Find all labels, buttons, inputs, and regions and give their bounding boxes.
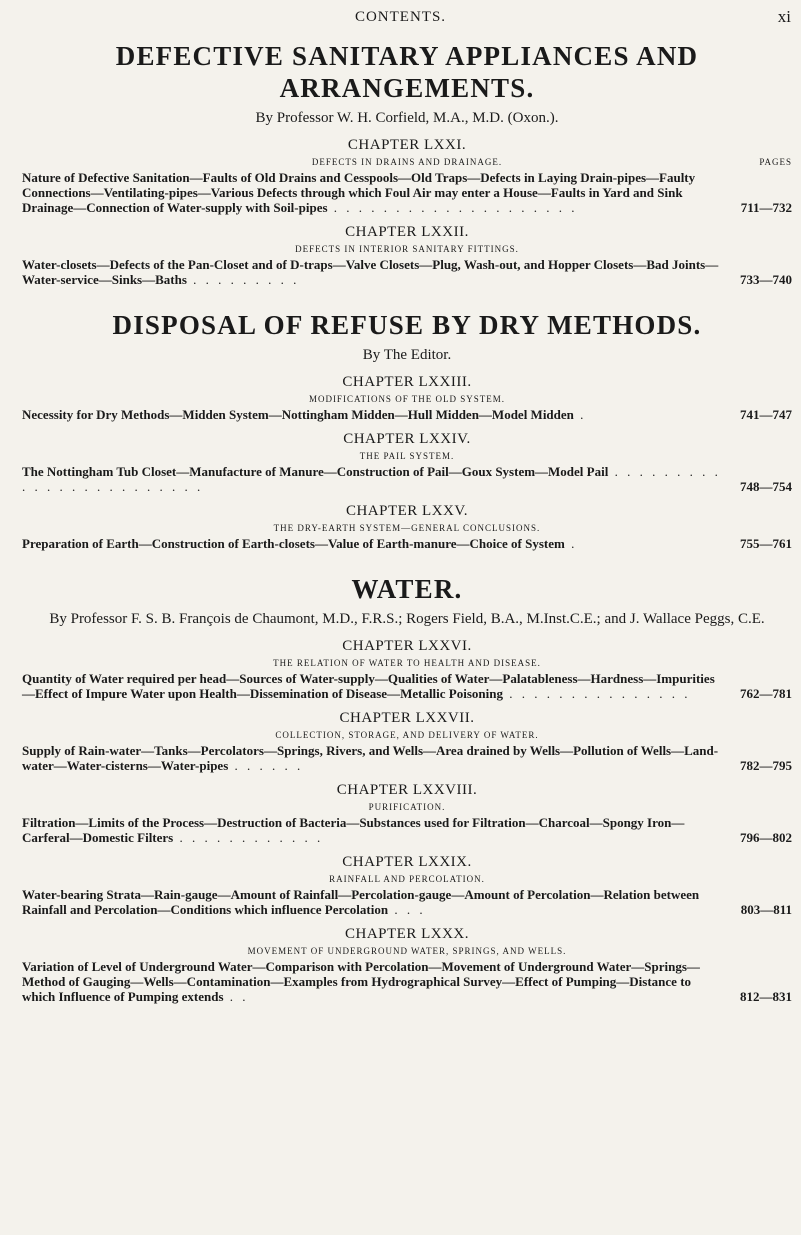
chapter-pages: 711—732	[740, 200, 792, 215]
section-title-line: WATER.	[351, 574, 463, 604]
chapter-heading: CHAPTER LXXIX.	[342, 854, 472, 870]
chapter-description: Necessity for Dry Methods—Midden System—Nottingham Midden—Hull Midden—Model Midden	[22, 407, 574, 422]
chapter-heading: CHAPTER LXXIII.	[342, 374, 472, 390]
pages-column-label: PAGES	[759, 157, 792, 167]
chapter-subtitle: DEFECTS IN DRAINS AND DRAINAGE.	[311, 157, 503, 167]
chapter-description: Water-closets—Defects of the Pan-Closet and of D-traps—Valve Closets—Plug, Wash-out, and Hopper Closets—Bad Joints—Water-service—Sinks—Baths	[22, 257, 719, 287]
chapter-description-row: Quantity of Water required per head—Sources of Water-supply—Qualities of Water—Palatableness—Hardness—Impurities—Effect of Impure Water upon Health—Dissemination of Disease—Metallic Poisoning . . . . . . . . . . . . . . . 762—781	[22, 671, 792, 701]
chapter-subtitle: THE DRY-EARTH SYSTEM—GENERAL CONCLUSIONS.	[273, 523, 541, 533]
chapter-entry	[22, 709, 792, 773]
chapter-heading: CHAPTER LXXV.	[345, 503, 469, 519]
chapter-subtitle: COLLECTION, STORAGE, AND DELIVERY OF WATER.	[275, 730, 539, 740]
chapter-heading: CHAPTER LXXI.	[347, 137, 467, 153]
chapter-subtitle: MOVEMENT OF UNDERGROUND WATER, SPRINGS, AND WELLS.	[247, 946, 567, 956]
chapter-pages: 748—754	[740, 479, 792, 494]
chapter-pages: 762—781	[740, 686, 792, 701]
chapter-subtitle: THE PAIL SYSTEM.	[359, 451, 455, 461]
chapter-description-row: Necessity for Dry Methods—Midden System—Nottingham Midden—Hull Midden—Model Midden . 741—747	[22, 407, 792, 422]
chapter-description: The Nottingham Tub Closet—Manufacture of Manure—Construction of Pail—Goux System—Model Pail	[22, 464, 609, 479]
running-header-title: CONTENTS.	[354, 9, 447, 25]
chapter-pages: 796—802	[740, 830, 792, 845]
section-byline: By The Editor.	[362, 347, 452, 363]
chapter-entry	[22, 781, 792, 845]
chapter-entry	[22, 223, 792, 287]
section-water	[22, 573, 792, 1004]
chapter-description: Variation of Level of Underground Water—Comparison with Percolation—Movement of Underground Water—Springs—Method of Gauging—Wells—Contamination—Examples from Hydrographical Survey—Effect of Pumping—Distance to which Influence of Pumping extends	[22, 959, 700, 1004]
section-defective-sanitary	[22, 40, 792, 287]
section-title	[22, 309, 792, 341]
chapter-entry	[22, 853, 792, 917]
chapter-pages: 741—747	[740, 407, 792, 422]
chapter-description-row: Water-bearing Strata—Rain-gauge—Amount of Rainfall—Percolation-gauge—Amount of Percolation—Relation between Rainfall and Percolation—Conditions which influence Percolation . . . 803—811	[22, 887, 792, 917]
chapter-pages: 803—811	[740, 902, 792, 917]
running-header	[0, 7, 801, 31]
chapter-description: Filtration—Limits of the Process—Destruction of Bacteria—Substances used for Filtration—Charcoal—Spongy Iron—Carferal—Domestic Filters	[22, 815, 685, 845]
section-title	[22, 40, 792, 104]
chapter-entry	[22, 136, 792, 215]
chapter-description-row: Filtration—Limits of the Process—Destruction of Bacteria—Substances used for Filtration—Charcoal—Spongy Iron—Carferal—Domestic Filters . . . . . . . . . . . . 796—802	[22, 815, 792, 845]
section-byline: By Professor F. S. B. François de Chaumont, M.D., F.R.S.; Rogers Field, B.A., M.Inst.C.E.; and J. Wallace Peggs, C.E.	[49, 611, 765, 627]
chapter-heading: CHAPTER LXXVII.	[339, 710, 475, 726]
chapter-description-row: The Nottingham Tub Closet—Manufacture of Manure—Construction of Pail—Goux System—Model Pail . . . . . . . . . . . . . . . . . . . . . . . . 748—754	[22, 464, 792, 494]
section-title-line: ARRANGEMENTS.	[279, 73, 535, 103]
chapter-subtitle: PURIFICATION.	[368, 802, 446, 812]
chapter-subtitle: THE RELATION OF WATER TO HEALTH AND DISEASE.	[273, 658, 541, 668]
chapter-heading: CHAPTER LXXII.	[345, 224, 469, 240]
contents-body	[22, 40, 792, 1004]
chapter-subtitle-row	[22, 156, 792, 168]
page-number: xi	[777, 7, 791, 26]
chapter-pages: 812—831	[740, 989, 792, 1004]
chapter-description: Quantity of Water required per head—Sources of Water-supply—Qualities of Water—Palatableness—Hardness—Impurities—Effect of Impure Water upon Health—Dissemination of Disease—Metallic Poisoning	[22, 671, 715, 701]
section-disposal-refuse	[22, 309, 792, 551]
chapter-heading: CHAPTER LXXVI.	[342, 638, 472, 654]
section-byline: By Professor W. H. Corfield, M.A., M.D. (Oxon.).	[255, 110, 559, 126]
chapter-description: Nature of Defective Sanitation—Faults of Old Drains and Cesspools—Old Traps—Defects in Laying Drain-pipes—Faulty Connections—Ventilating-pipes—Various Defects through which Foul Air may enter a House—Faults in Yard and Sink Drainage—Connection of Water-supply with Soil-pipes	[22, 170, 696, 215]
chapter-pages: 782—795	[740, 758, 792, 773]
chapter-heading: CHAPTER LXXIV.	[343, 431, 471, 447]
chapter-entry	[22, 637, 792, 701]
section-title-line: DISPOSAL OF REFUSE BY DRY METHODS.	[112, 310, 702, 340]
chapter-entry	[22, 502, 792, 551]
chapter-description-row: Preparation of Earth—Construction of Earth-closets—Value of Earth-manure—Choice of System . 755—761	[22, 536, 792, 551]
chapter-subtitle: DEFECTS IN INTERIOR SANITARY FITTINGS.	[295, 244, 519, 254]
chapter-pages: 755—761	[740, 536, 792, 551]
chapter-heading: CHAPTER LXXVIII.	[336, 782, 478, 798]
chapter-entry	[22, 430, 792, 494]
chapter-entry	[22, 925, 792, 1004]
chapter-description-row: Nature of Defective Sanitation—Faults of Old Drains and Cesspools—Old Traps—Defects in Laying Drain-pipes—Faulty Connections—Ventilating-pipes—Various Defects through which Foul Air may enter a House—Faults in Yard and Sink Drainage—Connection of Water-supply with Soil-pipes . . . . . . . . . . . . . . . . . . . . 711—732	[22, 170, 792, 215]
chapter-entry	[22, 373, 792, 422]
chapter-subtitle: MODIFICATIONS OF THE OLD SYSTEM.	[308, 394, 506, 404]
chapter-subtitle: RAINFALL AND PERCOLATION.	[329, 874, 485, 884]
chapter-description: Water-bearing Strata—Rain-gauge—Amount of Rainfall—Percolation-gauge—Amount of Percolation—Relation between Rainfall and Percolation—Conditions which influence Percolation	[22, 887, 700, 917]
chapter-pages: 733—740	[740, 272, 792, 287]
chapter-heading: CHAPTER LXXX.	[344, 926, 469, 942]
chapter-description-row: Water-closets—Defects of the Pan-Closet and of D-traps—Valve Closets—Plug, Wash-out, and Hopper Closets—Bad Joints—Water-service—Sinks—Baths . . . . . . . . . 733—740	[22, 257, 792, 287]
chapter-description-row: Supply of Rain-water—Tanks—Percolators—Springs, Rivers, and Wells—Area drained by Wells—Pollution of Wells—Land-water—Water-cisterns—Water-pipes . . . . . . 782—795	[22, 743, 792, 773]
section-title	[22, 573, 792, 605]
chapter-description-row: Variation of Level of Underground Water—Comparison with Percolation—Movement of Underground Water—Springs—Method of Gauging—Wells—Contamination—Examples from Hydrographical Survey—Effect of Pumping—Distance to which Influence of Pumping extends . . 812—831	[22, 959, 792, 1004]
section-title-line: DEFECTIVE SANITARY APPLIANCES AND	[115, 41, 699, 71]
chapter-description: Preparation of Earth—Construction of Earth-closets—Value of Earth-manure—Choice of System	[22, 536, 565, 551]
chapter-description: Supply of Rain-water—Tanks—Percolators—Springs, Rivers, and Wells—Area drained by Wells—Pollution of Wells—Land-water—Water-cisterns—Water-pipes	[22, 743, 719, 773]
